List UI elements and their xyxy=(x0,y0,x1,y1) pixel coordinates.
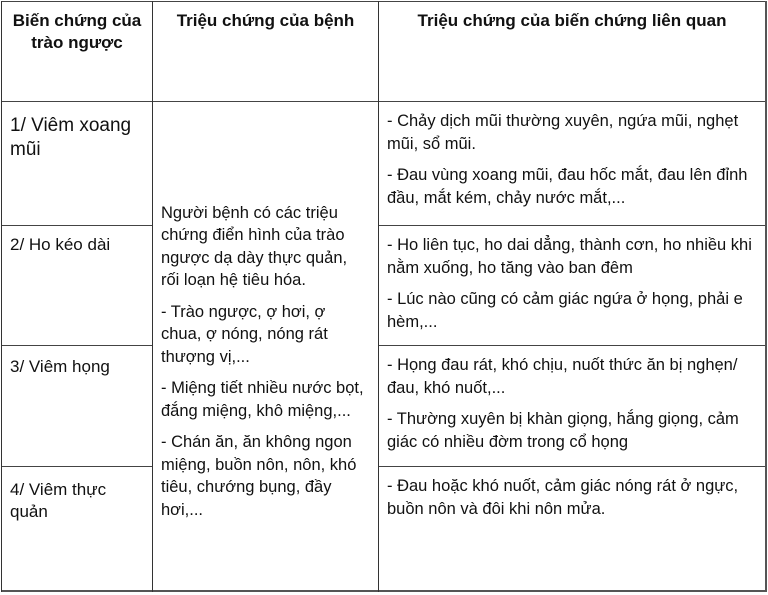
header-disease-symptoms: Triệu chứng của bệnh xyxy=(176,11,355,30)
related-symptoms-sinusitis xyxy=(379,102,765,225)
table-border-right xyxy=(765,1,767,592)
related-symptoms-chronic-cough xyxy=(379,226,765,345)
complication-esophagitis: 4/ Viêm thực quản xyxy=(10,480,107,521)
header-complication: Biến chứng của trào ngược xyxy=(12,11,142,52)
related-symptom-item: - Đau hoặc khó nuốt, cảm giác nóng rát ở ngực, buồn nôn và đôi khi nôn mửa. xyxy=(387,477,739,518)
related-symptom-item: - Ho liên tục, ho dai dẳng, thành cơn, ho nhiều khi nằm xuống, ho tăng vào ban đêm xyxy=(387,236,752,277)
related-symptom-item: - Thường xuyên bị khàn giọng, hắng giọng, cảm giác có nhiều đờm trong cổ họng xyxy=(387,410,739,451)
common-symptom-item: - Miệng tiết nhiều nước bọt, đắng miệng, khô miệng,... xyxy=(161,379,364,420)
table-border-top xyxy=(1,1,766,2)
complication-sinusitis: 1/ Viêm xoang mũi xyxy=(10,115,132,160)
related-symptom-item: - Lúc nào cũng có cảm giác ngứa ở họng, phải e hèm,... xyxy=(387,290,743,331)
common-symptom-item: - Chán ăn, ăn không ngon miệng, buồn nôn, nôn, khó tiêu, chướng bụng, đầy hơi,... xyxy=(161,433,357,519)
common-symptom-item: - Trào ngược, ợ hơi, ợ chua, ợ nóng, nóng rát thượng vị,... xyxy=(161,302,328,366)
complications-table xyxy=(1,1,766,591)
related-symptom-item: - Họng đau rát, khó chịu, nuốt thức ăn bị nghẹn/ đau, khó nuốt,... xyxy=(387,356,738,397)
related-symptom-item: - Chảy dịch mũi thường xuyên, ngứa mũi, nghẹt mũi, sổ mũi. xyxy=(387,112,739,153)
common-symptom-intro: Người bệnh có các triệu chứng điển hình của trào ngược dạ dày thực quản, rối loạn hệ tiêu hóa. xyxy=(161,203,348,290)
common-symptoms-cell xyxy=(153,102,378,590)
related-symptoms-esophagitis xyxy=(379,467,765,590)
related-symptom-item: - Đau vùng xoang mũi, đau hốc mắt, đau lên đỉnh đầu, mắt kém, chảy nước mắt,... xyxy=(387,166,748,207)
related-symptoms-pharyngitis xyxy=(379,346,765,466)
table-border-bottom xyxy=(1,590,766,592)
complication-chronic-cough: 2/ Ho kéo dài xyxy=(10,235,111,254)
complication-pharyngitis: 3/ Viêm họng xyxy=(10,357,110,376)
header-related-symptoms: Triệu chứng của biến chứng liên quan xyxy=(417,11,727,30)
